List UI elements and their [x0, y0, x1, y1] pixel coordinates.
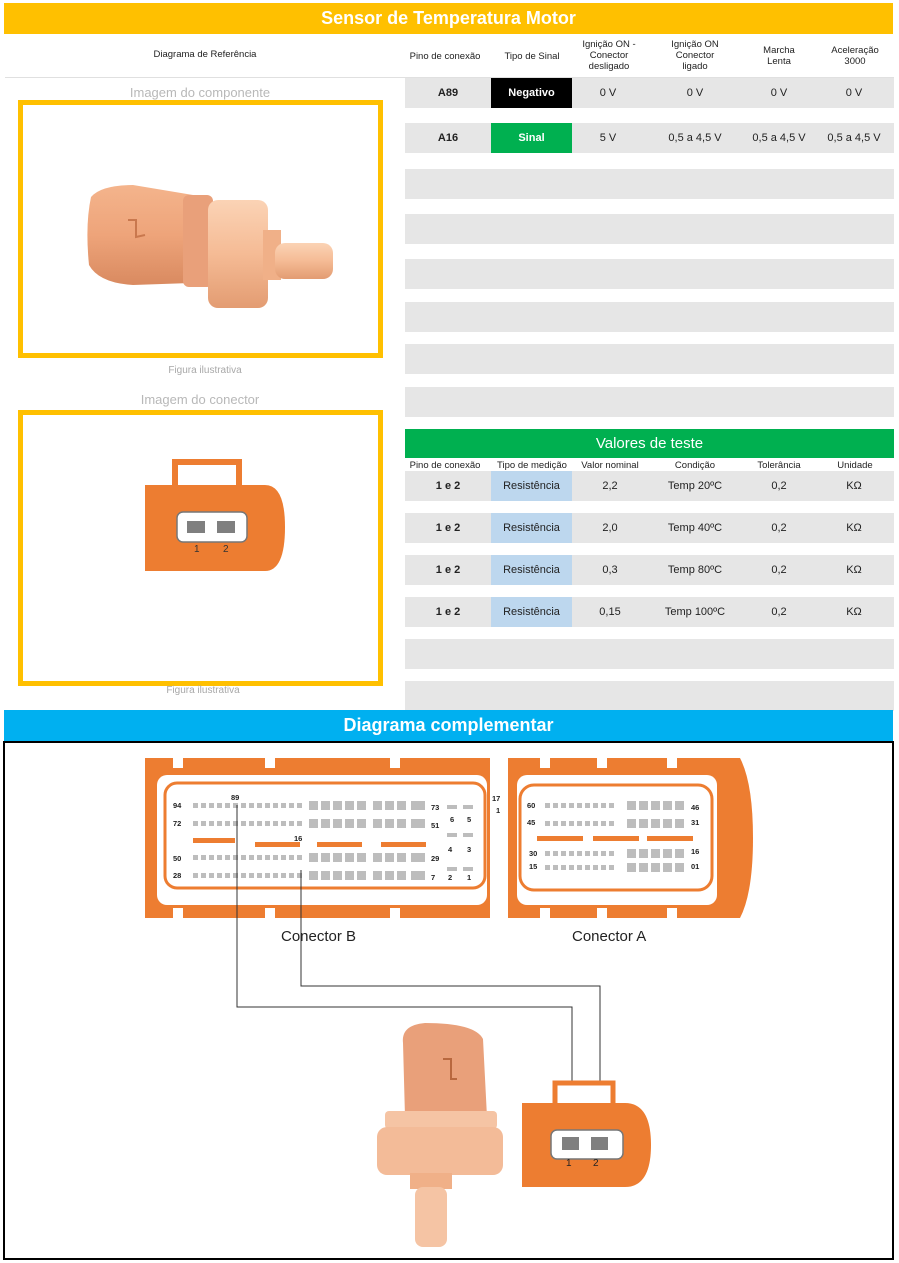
- signal-v1: 5 V: [599, 132, 617, 144]
- header-reference: Diagrama de Referência: [153, 49, 257, 60]
- signal-v3: 0 V: [770, 87, 788, 99]
- b-pin-16: 16: [294, 834, 303, 843]
- test-type: Resistência: [491, 471, 572, 501]
- test-header-unit: Unidade: [837, 460, 873, 471]
- connector-b-label: Conector B: [281, 928, 357, 945]
- header-pin: Pino de conexão: [409, 51, 481, 62]
- test-header-type: Tipo de medição: [497, 460, 567, 471]
- empty-row: [405, 169, 894, 199]
- header-accel: [822, 45, 888, 67]
- header-ign-on-l1: Ignição ON: [671, 39, 719, 50]
- header-accel-l2: 3000: [844, 56, 866, 67]
- test-nominal: 0,15: [599, 606, 621, 618]
- component-figure-caption: Figura ilustrativa: [168, 365, 242, 376]
- b-pin-17: 17: [492, 794, 501, 803]
- signal-v1: 0 V: [599, 87, 617, 99]
- test-condition: Temp 40ºC: [667, 522, 723, 534]
- b-pin-3: 3: [467, 845, 472, 854]
- a-pin-46: 46: [691, 803, 700, 812]
- test-condition: Temp 100ºC: [664, 606, 726, 618]
- header-accel-l1: Aceleração: [831, 45, 879, 56]
- complement-diagram-box: [3, 741, 894, 1260]
- test-type: Resistência: [491, 555, 572, 585]
- empty-row: [405, 387, 894, 417]
- test-row: [405, 471, 894, 501]
- b-pin-4: 4: [448, 845, 453, 854]
- a-pin-01: 01: [691, 862, 700, 871]
- signal-v2: 0,5 a 4,5 V: [668, 132, 722, 144]
- test-pin: 1 e 2: [435, 522, 461, 534]
- test-type: Resistência: [491, 513, 572, 543]
- test-unit: KΩ: [846, 522, 862, 534]
- connector-drawing: [23, 415, 378, 681]
- test-header-condition: Condição: [674, 460, 716, 471]
- signal-v4: 0,5 a 4,5 V: [827, 132, 881, 144]
- signal-type-badge: Negativo: [491, 78, 572, 108]
- header-signal-type: Tipo de Sinal: [504, 51, 560, 62]
- component-image-frame: [18, 100, 383, 358]
- a-pin-45: 45: [527, 818, 536, 827]
- page-title: Sensor de Temperatura Motor: [4, 3, 893, 34]
- complement-title: Diagrama complementar: [4, 710, 893, 741]
- connector-a-label: Conector A: [572, 928, 647, 945]
- empty-row: [405, 214, 894, 244]
- test-tolerance: 0,2: [771, 522, 787, 534]
- header-idle-l1: Marcha: [763, 45, 795, 56]
- signal-v2: 0 V: [686, 87, 704, 99]
- test-unit: KΩ: [846, 564, 862, 576]
- test-header-tolerance: Tolerância: [757, 460, 801, 471]
- signal-pin: A16: [437, 132, 459, 144]
- component-image-label: Imagem do componente: [129, 85, 271, 100]
- b-pin-2: 2: [448, 873, 453, 882]
- a-pin-31: 31: [691, 818, 700, 827]
- a-pin-60: 60: [527, 801, 536, 810]
- empty-row: [405, 344, 894, 374]
- b-pin-94: 94: [173, 801, 182, 810]
- b-pin-1: 1: [467, 873, 472, 882]
- a-pin-16: 16: [691, 847, 700, 856]
- header-idle-l2: Lenta: [767, 56, 791, 67]
- signal-pin: A89: [437, 87, 459, 99]
- test-values-title: Valores de teste: [405, 429, 894, 458]
- empty-row: [405, 639, 894, 669]
- header-ign-off-l2: Conector: [589, 50, 629, 61]
- ecu-connector-diagram: [5, 743, 892, 1258]
- test-unit: KΩ: [846, 606, 862, 618]
- test-tolerance: 0,2: [771, 480, 787, 492]
- test-row: [405, 555, 894, 585]
- a-pin-30: 30: [529, 849, 538, 858]
- test-condition: Temp 80ºC: [667, 564, 723, 576]
- test-pin: 1 e 2: [435, 480, 461, 492]
- test-nominal: 0,3: [602, 564, 618, 576]
- b-pin-50: 50: [173, 854, 182, 863]
- b-pin-89: 89: [231, 793, 240, 802]
- test-nominal: 2,0: [602, 522, 618, 534]
- header-ign-on-l2: Conector: [675, 50, 715, 61]
- a-pin-15: 15: [529, 862, 538, 871]
- test-nominal: 2,2: [602, 480, 618, 492]
- test-unit: KΩ: [846, 480, 862, 492]
- test-type: Resistência: [491, 597, 572, 627]
- b-pin-72: 72: [173, 819, 182, 828]
- b-pin-28: 28: [173, 871, 182, 880]
- header-ign-off: [576, 39, 642, 72]
- header-idle: [746, 45, 812, 67]
- bottom-connector-pin-1-label: 1: [566, 1158, 572, 1169]
- b-pin-5: 5: [467, 815, 472, 824]
- test-row: [405, 513, 894, 543]
- test-tolerance: 0,2: [771, 564, 787, 576]
- b-pin-1-top: 1: [496, 806, 501, 815]
- signal-row: [405, 78, 894, 108]
- connector-image-frame: [18, 410, 383, 686]
- b-pin-73: 73: [431, 803, 440, 812]
- empty-row: [405, 259, 894, 289]
- b-pin-51: 51: [431, 821, 440, 830]
- temperature-sensor-image: [23, 105, 378, 353]
- signal-v3: 0,5 a 4,5 V: [752, 132, 806, 144]
- test-condition: Temp 20ºC: [667, 480, 723, 492]
- connector-pin-2-label: 2: [223, 544, 229, 555]
- b-pin-7: 7: [431, 873, 436, 882]
- test-pin: 1 e 2: [435, 564, 461, 576]
- header-ign-on-l3: ligado: [682, 61, 708, 72]
- empty-row: [405, 681, 894, 711]
- header-ign-off-l1: Ignição ON -: [582, 39, 636, 50]
- test-header-nominal: Valor nominal: [581, 460, 639, 471]
- signal-row: [405, 123, 894, 153]
- header-ign-on: [660, 39, 730, 72]
- test-pin: 1 e 2: [435, 606, 461, 618]
- signal-v4: 0 V: [845, 87, 863, 99]
- test-tolerance: 0,2: [771, 606, 787, 618]
- signal-type-badge: Sinal: [491, 123, 572, 153]
- connector-image-label: Imagem do conector: [140, 392, 260, 407]
- test-header-pin: Pino de conexão: [409, 460, 481, 471]
- b-pin-29: 29: [431, 854, 440, 863]
- b-pin-6: 6: [450, 815, 455, 824]
- connector-figure-caption: Figura ilustrativa: [166, 685, 240, 696]
- connector-pin-1-label: 1: [194, 544, 200, 555]
- empty-row: [405, 302, 894, 332]
- header-ign-off-l3: desligado: [588, 61, 630, 72]
- test-row: [405, 597, 894, 627]
- bottom-connector-pin-2-label: 2: [593, 1158, 599, 1169]
